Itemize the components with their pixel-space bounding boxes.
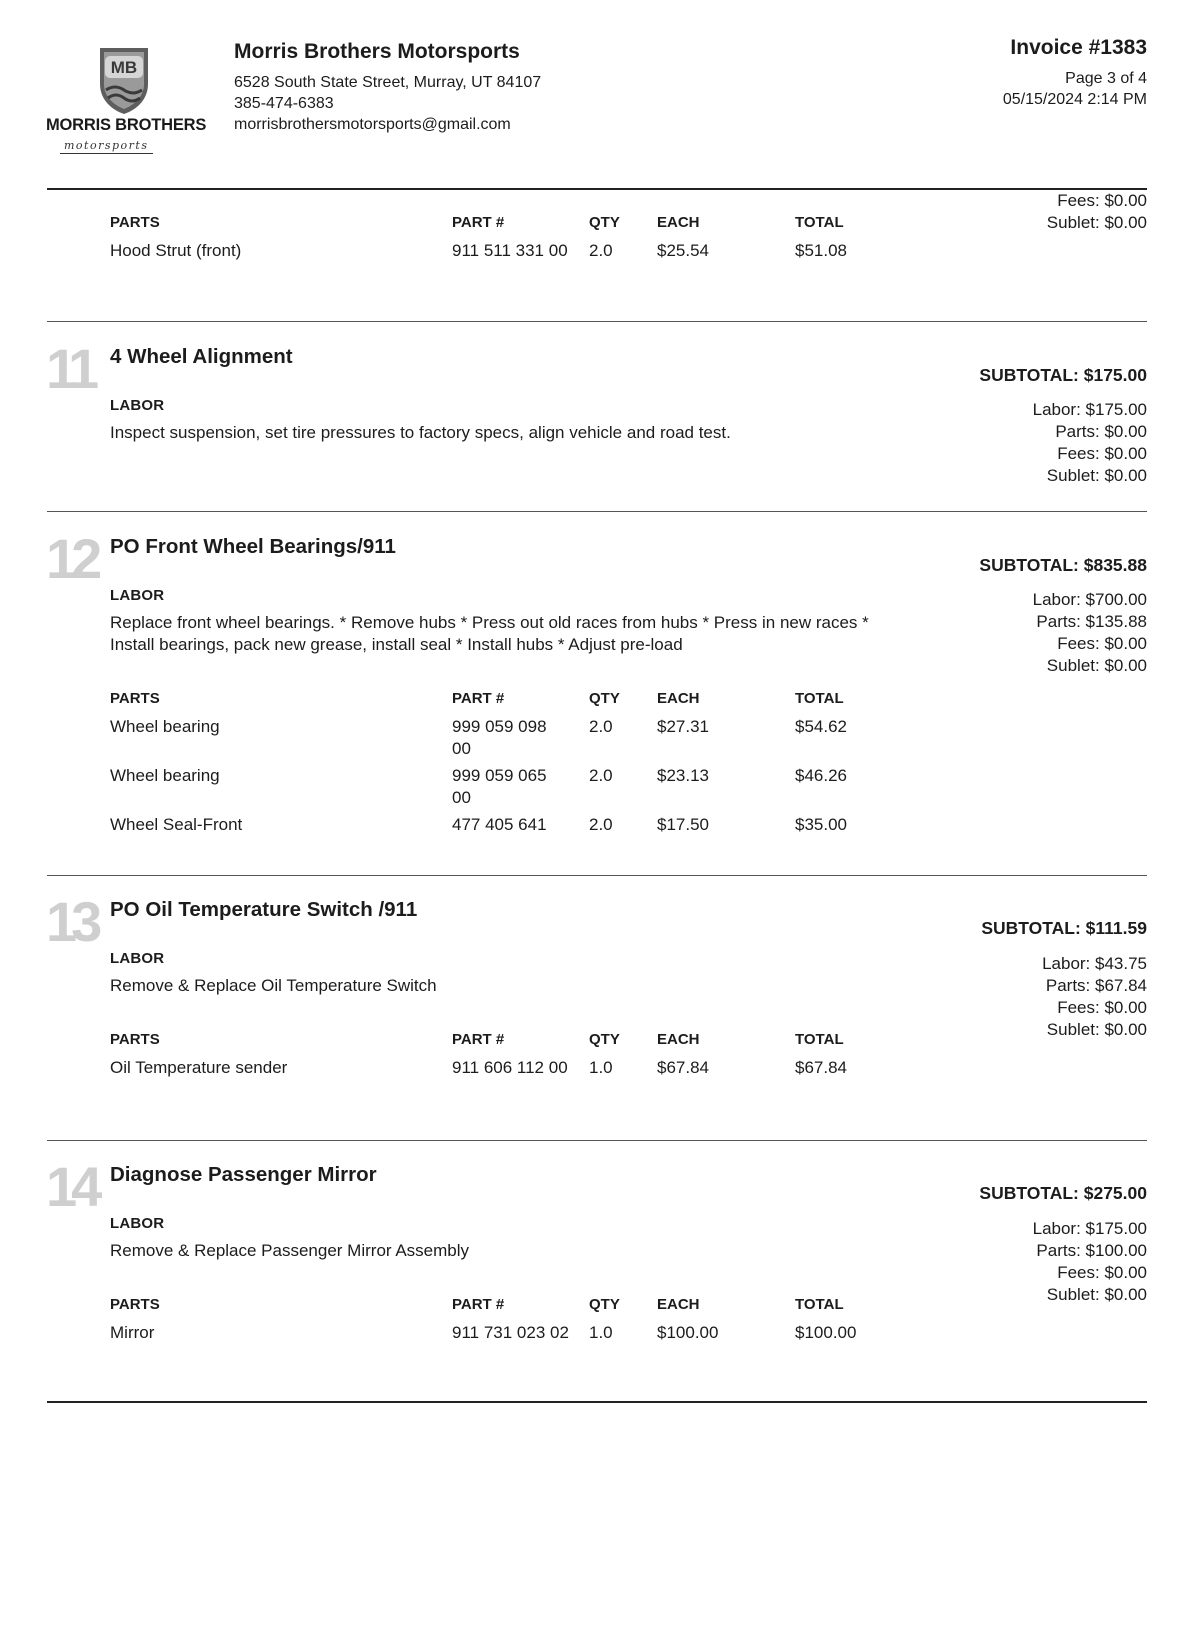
labor-description: Remove & Replace Passenger Mirror Assembly bbox=[110, 1241, 470, 1260]
fees-amount: Fees: $0.00 bbox=[1057, 634, 1147, 653]
company-address: 6528 South State Street, Murray, UT 84107 bbox=[234, 74, 542, 91]
logo-wordmark: MORRIS BROTHERS bbox=[46, 116, 207, 134]
parts-amount: Parts: $0.00 bbox=[1055, 422, 1147, 441]
labor-description: Replace front wheel bearings. * Remove hubs * Press out old races from hubs * Press in new races * Install bearings, pack new grease, install seal * Install hubs * Adjust pre-load bbox=[110, 613, 869, 654]
col-parts: PARTS bbox=[110, 214, 160, 231]
job-subtotal: SUBTOTAL: $175.00 bbox=[979, 365, 1147, 385]
part-name: Oil Temperature sender bbox=[110, 1058, 288, 1077]
col-part-number: PART # bbox=[452, 214, 505, 231]
job-subtotal: SUBTOTAL: $111.59 bbox=[981, 918, 1147, 938]
col-part-number: PART # bbox=[452, 690, 505, 707]
company-name: Morris Brothers Motorsports bbox=[234, 40, 520, 63]
section-divider bbox=[47, 511, 1147, 512]
col-each: EACH bbox=[657, 690, 700, 707]
part-total: $35.00 bbox=[795, 815, 847, 834]
fees-amount: Fees: $0.00 bbox=[1057, 1263, 1147, 1282]
job-section-12 bbox=[0, 527, 1200, 865]
part-number: 477 405 641 bbox=[452, 815, 547, 834]
part-name: Hood Strut (front) bbox=[110, 241, 242, 260]
job-cost-summary bbox=[1033, 589, 1147, 677]
invoice-header bbox=[0, 0, 1200, 190]
sublet-amount: Sublet: $0.00 bbox=[1046, 1020, 1147, 1039]
col-part-number: PART # bbox=[452, 1296, 505, 1313]
col-qty: QTY bbox=[589, 214, 620, 231]
labor-amount: Labor: $175.00 bbox=[1032, 400, 1147, 419]
part-name: Wheel bearing bbox=[110, 717, 220, 736]
part-total: $46.26 bbox=[795, 766, 847, 785]
part-name: Mirror bbox=[110, 1323, 155, 1342]
fees-amount: Fees: $0.00 bbox=[1057, 191, 1147, 210]
company-info bbox=[234, 40, 654, 135]
invoice-number: Invoice #1383 bbox=[1010, 36, 1147, 59]
part-qty: 2.0 bbox=[589, 241, 613, 260]
logo-script: motorsports bbox=[60, 139, 153, 154]
part-each: $67.84 bbox=[657, 1058, 709, 1077]
labor-label: LABOR bbox=[110, 1215, 165, 1232]
fees-amount: Fees: $0.00 bbox=[1057, 444, 1147, 463]
shield-logo-icon bbox=[94, 44, 154, 116]
col-parts: PARTS bbox=[110, 1031, 160, 1048]
part-number: 999 059 065 00 bbox=[452, 766, 547, 807]
part-each: $27.31 bbox=[657, 717, 709, 736]
job-subtotal: SUBTOTAL: $835.88 bbox=[979, 555, 1147, 575]
invoice-datetime: 05/15/2024 2:14 PM bbox=[1002, 91, 1147, 108]
job-cost-summary bbox=[1042, 953, 1147, 1041]
job-title: 4 Wheel Alignment bbox=[110, 345, 293, 368]
labor-label: LABOR bbox=[110, 950, 165, 967]
labor-description: Inspect suspension, set tire pressures to factory specs, align vehicle and road test. bbox=[110, 423, 731, 442]
job-number: 11 bbox=[46, 337, 94, 400]
company-email: morrisbrothersmotorsports@gmail.com bbox=[234, 116, 511, 133]
col-qty: QTY bbox=[589, 1296, 620, 1313]
job-section-11 bbox=[0, 337, 1200, 505]
labor-description: Remove & Replace Oil Temperature Switch bbox=[110, 976, 437, 995]
job-title: Diagnose Passenger Mirror bbox=[110, 1163, 377, 1186]
part-number: 999 059 098 00 bbox=[452, 717, 547, 758]
col-qty: QTY bbox=[589, 1031, 620, 1048]
sublet-amount: Sublet: $0.00 bbox=[1046, 213, 1147, 232]
col-each: EACH bbox=[657, 1296, 700, 1313]
part-number: 911 731 023 02 bbox=[452, 1323, 569, 1342]
col-parts: PARTS bbox=[110, 690, 160, 707]
parts-amount: Parts: $67.84 bbox=[1045, 976, 1147, 995]
sublet-amount: Sublet: $0.00 bbox=[1046, 656, 1147, 675]
part-number: 911 511 331 00 bbox=[452, 241, 568, 260]
footer-divider bbox=[47, 1401, 1147, 1403]
job-number: 13 bbox=[46, 890, 97, 953]
labor-label: LABOR bbox=[110, 587, 165, 604]
part-qty: 2.0 bbox=[589, 815, 613, 834]
job-title: PO Oil Temperature Switch /911 bbox=[110, 898, 418, 921]
job-number: 14 bbox=[46, 1155, 97, 1218]
part-total: $54.62 bbox=[795, 717, 847, 736]
col-each: EACH bbox=[657, 1031, 700, 1048]
labor-amount: Labor: $700.00 bbox=[1032, 590, 1147, 609]
part-number: 911 606 112 00 bbox=[452, 1058, 568, 1077]
part-total: $51.08 bbox=[795, 241, 847, 260]
part-name: Wheel Seal-Front bbox=[110, 815, 243, 834]
page-indicator: Page 3 of 4 bbox=[1065, 70, 1147, 87]
company-logo bbox=[44, 44, 214, 154]
part-qty: 1.0 bbox=[589, 1058, 613, 1077]
col-total: TOTAL bbox=[795, 1296, 844, 1313]
part-total: $67.84 bbox=[795, 1058, 847, 1077]
parts-amount: Parts: $100.00 bbox=[1036, 1241, 1147, 1260]
carry-over-section bbox=[0, 190, 1200, 320]
col-part-number: PART # bbox=[452, 1031, 505, 1048]
col-total: TOTAL bbox=[795, 1031, 844, 1048]
col-parts: PARTS bbox=[110, 1296, 160, 1313]
col-total: TOTAL bbox=[795, 690, 844, 707]
invoice-meta bbox=[847, 36, 1147, 110]
labor-label: LABOR bbox=[110, 397, 165, 414]
logo-monogram: MB bbox=[110, 58, 138, 77]
fees-amount: Fees: $0.00 bbox=[1057, 998, 1147, 1017]
part-each: $100.00 bbox=[657, 1323, 719, 1342]
job-number: 12 bbox=[46, 527, 97, 590]
section-divider bbox=[47, 321, 1147, 322]
job-subtotal: SUBTOTAL: $275.00 bbox=[979, 1183, 1147, 1203]
col-qty: QTY bbox=[589, 690, 620, 707]
sublet-amount: Sublet: $0.00 bbox=[1046, 1285, 1147, 1304]
col-each: EACH bbox=[657, 214, 700, 231]
part-total: $100.00 bbox=[795, 1323, 857, 1342]
job-section-13 bbox=[0, 890, 1200, 1128]
job-title: PO Front Wheel Bearings/911 bbox=[110, 535, 396, 558]
job-section-14 bbox=[0, 1155, 1200, 1393]
part-each: $25.54 bbox=[657, 241, 709, 260]
part-qty: 2.0 bbox=[589, 717, 613, 736]
section-divider bbox=[47, 875, 1147, 876]
labor-amount: Labor: $175.00 bbox=[1032, 1219, 1147, 1238]
part-qty: 1.0 bbox=[589, 1323, 613, 1342]
sublet-amount: Sublet: $0.00 bbox=[1046, 466, 1147, 485]
carry-over-summary bbox=[1047, 190, 1147, 234]
part-each: $23.13 bbox=[657, 766, 709, 785]
section-divider bbox=[47, 1140, 1147, 1141]
job-cost-summary bbox=[1033, 1218, 1147, 1306]
parts-amount: Parts: $135.88 bbox=[1036, 612, 1147, 631]
part-each: $17.50 bbox=[657, 815, 709, 834]
job-cost-summary bbox=[1033, 399, 1147, 487]
company-phone: 385-474-6383 bbox=[234, 95, 334, 112]
part-name: Wheel bearing bbox=[110, 766, 220, 785]
part-qty: 2.0 bbox=[589, 766, 613, 785]
col-total: TOTAL bbox=[795, 214, 844, 231]
labor-amount: Labor: $43.75 bbox=[1042, 954, 1147, 973]
